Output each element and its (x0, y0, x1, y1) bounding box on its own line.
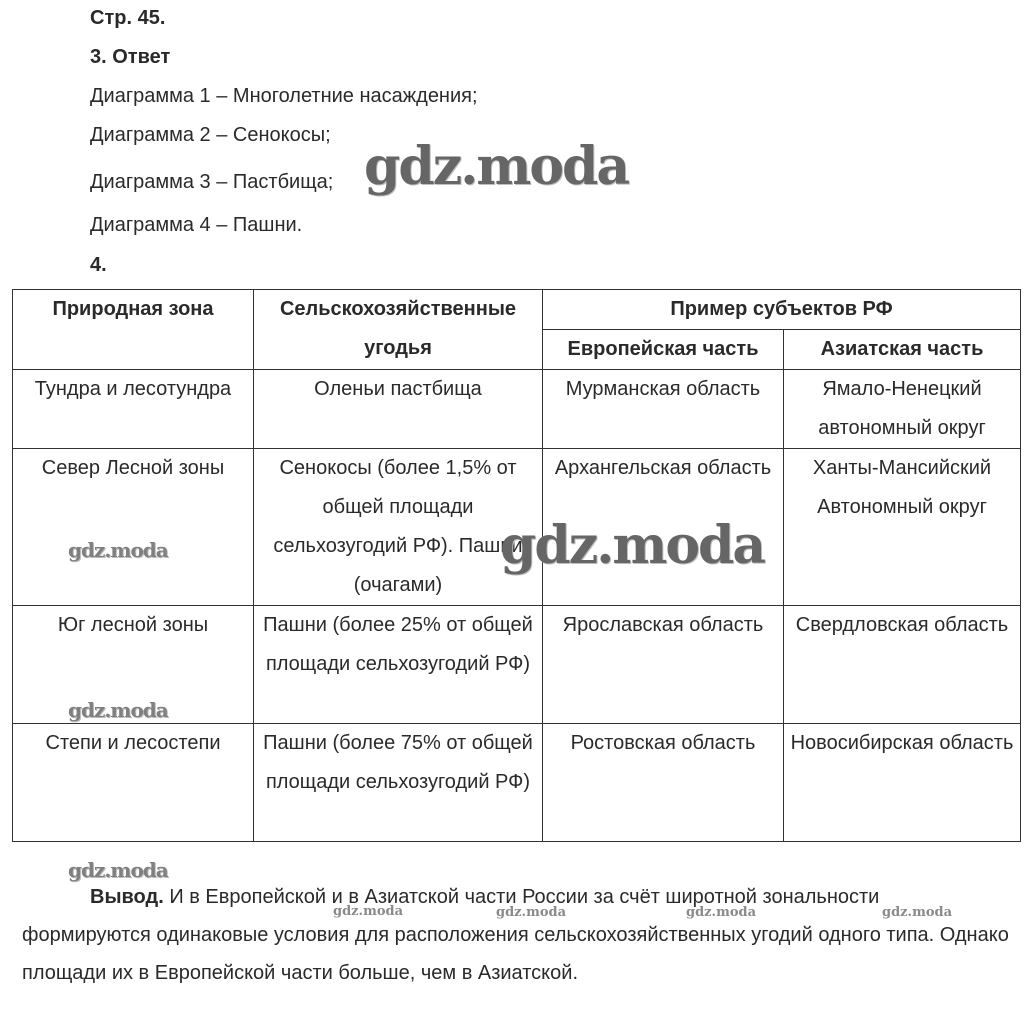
watermark-logo: gdz.moda (496, 905, 567, 920)
cell-lands: Пашни (более 25% от общей площади сельхозугодий РФ) (254, 606, 543, 724)
table-header-row (13, 290, 1021, 330)
watermark-logo: gdz.moda (68, 538, 168, 562)
task4-heading: 4. (90, 254, 107, 276)
cell-european: Мурманская область (543, 370, 784, 449)
cell-asian: Ямало-Ненецкий автономный округ (784, 370, 1021, 449)
cell-european: Архангельская область (543, 449, 784, 606)
task3-heading: 3. Ответ (90, 46, 171, 68)
natural-zones-table (12, 289, 1021, 842)
cell-asian: Свердловская область (784, 606, 1021, 724)
conclusion-text: И в Европейской и в Азиатской части России за счёт широтной зональности формируются одинаковые условия для расположения сельскохозяйственных угодий одного типа. Однако площади их в Европейской части больше, чем в Азиатской. (22, 886, 1009, 984)
watermark-logo: gdz.moda (686, 905, 757, 920)
watermark-logo: gdz.moda (364, 136, 629, 197)
cell-lands: Сенокосы (более 1,5% от общей площади сельхозугодий РФ). Пашни (очагами) (254, 449, 543, 606)
table-row (13, 724, 1021, 842)
table-row (13, 449, 1021, 606)
cell-asian: Ханты-Мансийский Автономный округ (784, 449, 1021, 606)
watermark-logo: gdz.moda (68, 858, 168, 882)
watermark-logo: gdz.moda (882, 905, 953, 920)
watermark-logo: gdz.moda (68, 698, 168, 722)
header-subject-examples: Пример субъектов РФ (543, 290, 1021, 330)
cell-asian: Новосибирская область (784, 724, 1021, 842)
cell-european: Ростовская область (543, 724, 784, 842)
cell-european: Ярославская область (543, 606, 784, 724)
table-row (13, 606, 1021, 724)
table-row (13, 370, 1021, 449)
watermark-logo: gdz.moda (333, 904, 404, 919)
task3-answer-line: Диаграмма 1 – Многолетние насаждения; (90, 85, 478, 107)
cell-lands: Оленьи пастбища (254, 370, 543, 449)
cell-lands: Пашни (более 75% от общей площади сельхозугодий РФ) (254, 724, 543, 842)
cell-zone: Юг лесной зоны (13, 606, 254, 724)
task3-answer-line: Диаграмма 2 – Сенокосы; (90, 124, 331, 146)
conclusion-paragraph (22, 878, 1012, 992)
cell-zone: Тундра и лесотундра (13, 370, 254, 449)
conclusion-label: Вывод. (90, 886, 164, 908)
header-asian-part: Азиатская часть (784, 330, 1021, 370)
page-reference: Стр. 45. (90, 7, 166, 29)
task3-answer-line: Диаграмма 4 – Пашни. (90, 214, 303, 236)
cell-zone: Степи и лесостепи (13, 724, 254, 842)
header-agricultural-lands: Сельскохозяйственные угодья (254, 290, 543, 370)
watermark-logo: gdz.moda (500, 515, 765, 576)
header-european-part: Европейская часть (543, 330, 784, 370)
task3-answer-line: Диаграмма 3 – Пастбища; (90, 171, 334, 193)
cell-zone: Север Лесной зоны (13, 449, 254, 606)
header-natural-zone: Природная зона (13, 290, 254, 370)
